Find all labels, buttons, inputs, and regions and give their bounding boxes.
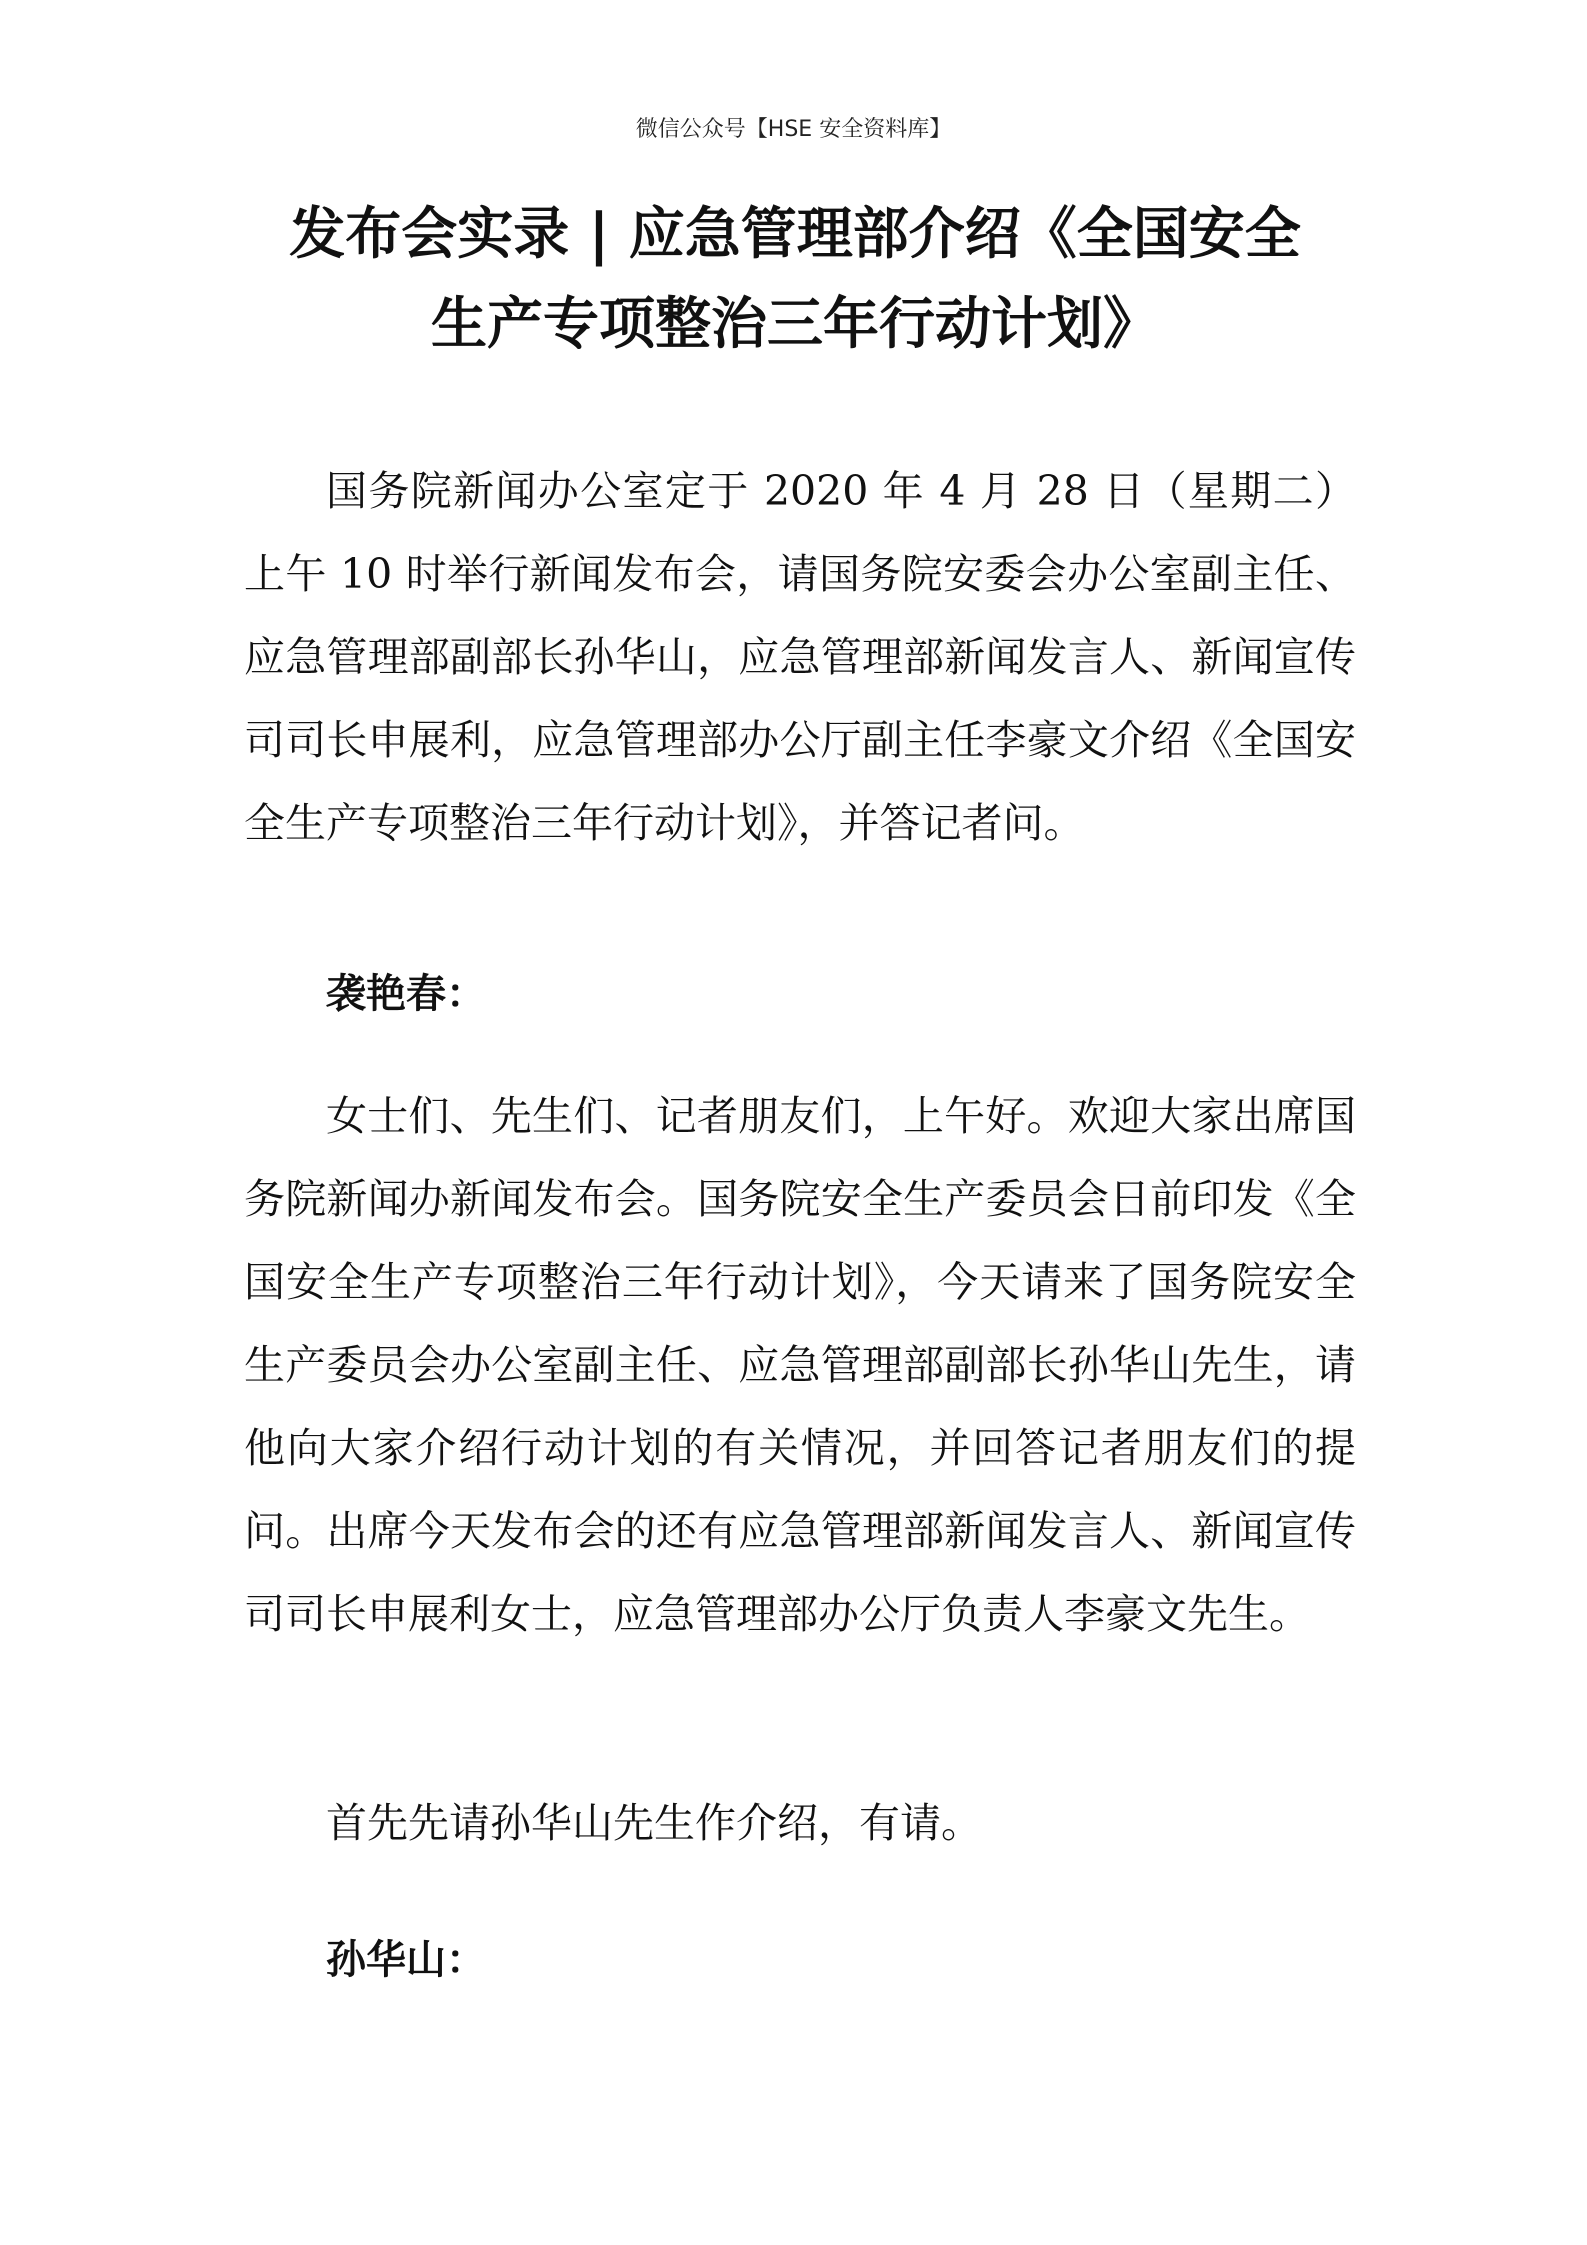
intro-paragraph: 国务院新闻办公室定于 2020 年 4 月 28 日（星期二）上午 10 时举行新闻发布会，请国务院安委会办公室副主任、应急管理部副部长孙华山，应急管理部新闻发言人、新闻宣传司司长申展利，应急管理部办公厅副主任李豪文介绍《全国安全生产专项整治三年行动计划》，并答记者问。 [244,467,1356,847]
title-line-1: 发布会实录 | 应急管理部介绍《全国安全 [289,202,1301,267]
title-line-2: 生产专项整治三年行动计划》 [431,292,1159,357]
speech-paragraph-1: 女士们、先生们、记者朋友们，上午好。欢迎大家出席国务院新闻办新闻发布会。国务院安全生产委员会日前印发《全国安全生产专项整治三年行动计划》，今天请来了国务院安全生产委员会办公室副主任、应急管理部副部长孙华山先生，请他向大家介绍行动计划的有关情况，并回答记者朋友们的提问。出席今天发布会的还有应急管理部新闻发言人、新闻宣传司司长申展利女士，应急管理部办公厅负责人李豪文先生。 [244,1092,1356,1638]
speech-paragraph-2: 首先先请孙华山先生作介绍，有请。 [326,1799,982,1847]
document-title [240,190,1350,370]
speaker-label-sun-huashan: 孙华山： [326,1937,486,1983]
page-header-source: 微信公众号【HSE 安全资料库】 [635,117,952,142]
speaker-label-xi-yanchun: 袭艳春： [326,971,486,1017]
